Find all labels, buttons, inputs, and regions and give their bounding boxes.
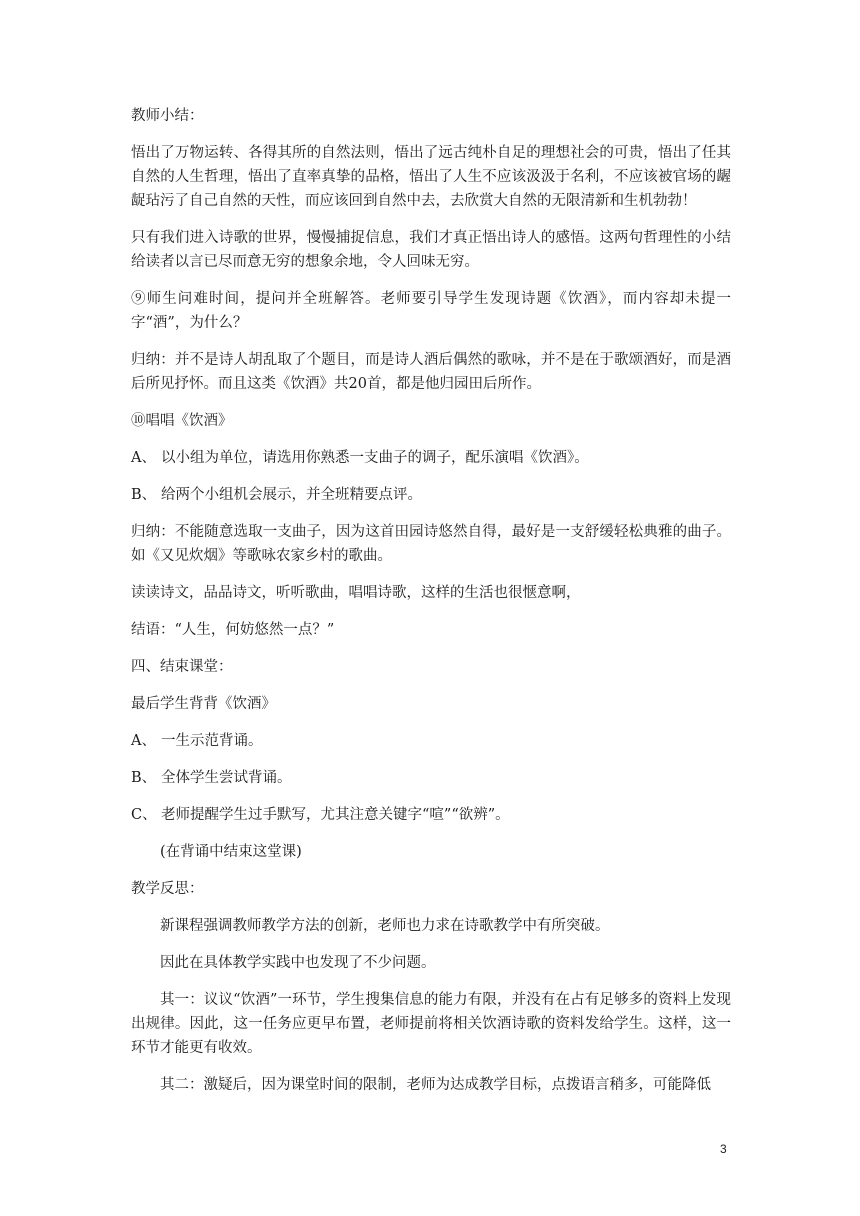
section-heading-end-class: 四、结束课堂：: [131, 659, 233, 675]
paragraph-poetry-insight: 只有我们进入诗歌的世界，慢慢捕捉信息，我们才真正悟出诗人的感悟。这两句哲理性的小结给读者以言已尽而意无穷的想象余地，令人回味无穷。: [131, 230, 731, 270]
list-item-text: 给两个小组机会展示，并全班精要点评。: [161, 487, 422, 503]
list-marker: A、: [131, 733, 156, 749]
paragraph-sing-heading: ⑩唱唱《饮酒》: [131, 413, 233, 429]
paragraph-teacher-summary-heading: 教师小结：: [131, 108, 204, 124]
paragraph-reflection: 其二：激疑后，因为课堂时间的限制，老师为达成教学目标，点拨语言稍多，可能降低: [160, 1077, 711, 1093]
list-item: [131, 729, 731, 753]
list-item-text: 老师提醒学生过手默写，尤其注意关键字“喧”“欲辨”。: [161, 807, 510, 823]
list-item: [131, 766, 731, 790]
paragraph-conclusion-1: 归纳：并不是诗人胡乱取了个题目，而是诗人酒后偶然的歌咏，并不是在于歌颂酒好，而是酒后所见抒怀。而且这类《饮酒》共20首，都是他归园田后所作。: [131, 352, 731, 392]
section-heading-reflection: 教学反思：: [131, 881, 204, 897]
paragraph-closing-words: 结语：“人生，何妨悠然一点？”: [131, 622, 335, 638]
list-item-text: 一生示范背诵。: [161, 733, 263, 749]
list-item: [131, 803, 731, 827]
list-marker: C、: [131, 807, 157, 823]
paragraph-reflection: 因此在具体教学实践中也发现了不少问题。: [160, 955, 436, 971]
list-item-text: 全体学生尝试背诵。: [161, 770, 292, 786]
paragraph-recite-heading: 最后学生背背《饮酒》: [131, 696, 276, 712]
list-item: [131, 446, 731, 470]
list-item: [131, 483, 731, 507]
list-item-text: 以小组为单位，请选用你熟悉一支曲子的调子，配乐演唱《饮酒》。: [161, 450, 589, 466]
paragraph-summary-body: 悟出了万物运转、各得其所的自然法则，悟出了远古纯朴自足的理想社会的可贵，悟出了任其自然的人生哲理，悟出了直率真挚的品格，悟出了人生不应该汲汲于名利，不应该被官场的龌龊玷污了自己自然的天性，而应该回到自然中去，去欣赏大自然的无限清新和生机勃勃！: [131, 145, 731, 209]
paragraph-conclusion-2: 归纳：不能随意选取一支曲子，因为这首田园诗悠然自得，最好是一支舒缓轻松典雅的曲子。如《又见炊烟》等歌咏农家乡村的歌曲。: [131, 524, 731, 564]
paragraph-read-sing: 读读诗文，品品诗文，听听歌曲，唱唱诗歌，这样的生活也很惬意啊，: [131, 585, 581, 601]
paragraph-closing-note: (在背诵中结束这堂课): [160, 844, 302, 860]
paragraph-reflection: 其一：议议“饮酒”一环节，学生搜集信息的能力有限，并没有在占有足够多的资料上发现出规律。因此，这一任务应更早布置，老师提前将相关饮酒诗歌的资料发给学生。这样，这一环节才能更有收效。: [131, 992, 731, 1056]
paragraph-reflection: 新课程强调教师教学方法的创新，老师也力求在诗歌教学中有所突破。: [160, 918, 610, 934]
list-marker: A、: [131, 450, 156, 466]
list-marker: B、: [131, 487, 157, 503]
paragraph-question-time: ⑨师生问难时间，提问并全班解答。老师要引导学生发现诗题《饮酒》，而内容却未提一字“酒”，为什么？: [131, 291, 731, 331]
page-content: [131, 104, 731, 1110]
list-marker: B、: [131, 770, 157, 786]
page-number: 3: [720, 1142, 727, 1156]
